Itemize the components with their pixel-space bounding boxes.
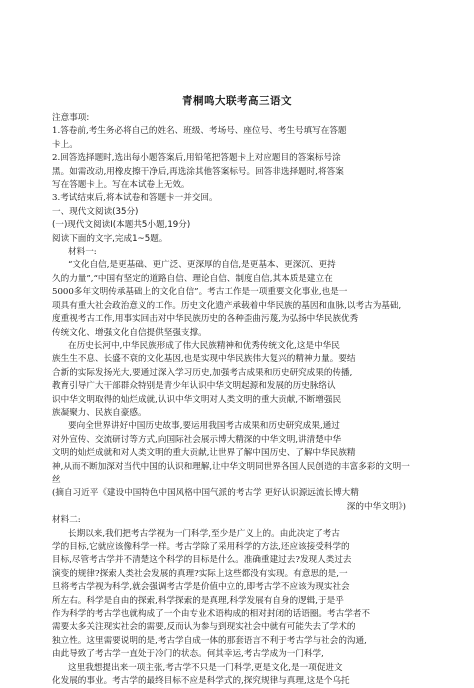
text-line: 要向全世界讲好中国历史故事,要运用我国考古成果和历史研究成果,通过 — [68, 421, 340, 432]
text-line: 独立性。这里需要说明的是,考古学自成一体的那套语言不利于考古学与社会的沟通, — [52, 635, 367, 646]
notice-line: 黑。如需改动,用橡皮擦干净后,再选涂其他答案标号。回答非选择题时,将答案 — [52, 166, 344, 177]
material1-source: (摘自习近平《建设中国特色中国风格中国气派的考古学 更好认识源远流长博大精 — [52, 488, 359, 499]
text-line: 项具有重大社会政治意义的工作。历史文化遗产承载着中华民族的基因和血脉,以考古为基础, — [52, 300, 402, 311]
notice-list — [52, 125, 426, 205]
text-line: 识中华文明取得的灿烂成就,认识中华文明对人类文明的重大贡献,不断增强民 — [52, 394, 342, 405]
text-line: 学的目标,它就应该像科学一样。考古学除了采用科学的方法,还应该接受科学的 — [52, 542, 350, 552]
text-line: 由此导致了考古学一直处于冷门的状态。何其幸运,考古学成为一门科学, — [52, 649, 324, 660]
text-line: 传统文化、增强文化自信提供坚强支撑。 — [52, 327, 207, 338]
material1-label: 材料一: — [68, 247, 97, 258]
text-line: 所左右。科学是自由的探索,科学探索的是真理,科学发展有自身的逻辑,于是乎 — [52, 595, 344, 606]
subsection-heading: (一)现代文阅读Ⅰ(本题共5小题,19分) — [52, 220, 191, 231]
text-line: “文化自信,是更基础、更广泛、更深厚的自信,是更基本、更深沉、更持 — [68, 260, 336, 271]
text-line: 在历史长河中,中华民族形成了伟大民族精神和优秀传统文化,这是中华民 — [68, 340, 340, 351]
text-line: 演变的规律?探索人类社会发展的真理?实际上这些都没有实现。有意思的是,一 — [52, 568, 348, 579]
text-line: 教育引导广大干部群众特别是青少年认识中华文明起源和发展的历史脉络认 — [52, 381, 336, 392]
document-body — [52, 112, 426, 688]
material2-label: 材料二: — [52, 515, 81, 526]
notice-line: 写在答题卡上。写在本试卷上无效。 — [52, 180, 190, 191]
text-line: 神,从而不断加深对当代中国的认识和理解,让中华文明同世界各国人民创造的丰富多彩的文明一 — [52, 461, 410, 472]
text-line: 族凝聚力、民族自豪感。 — [52, 407, 147, 418]
text-line: 这里我想提出来一项主张,考古学不只是一门科学,更是文化,是一项促进文 — [68, 662, 343, 673]
section-heading: 一、现代文阅读(35分) — [52, 206, 139, 217]
notice-line: 2.回答选择题时,选出每小题答案后,用铅笔把答题卡上对应题目的答案标号涂 — [52, 153, 341, 164]
page-title: 青桐鸣大联考高三语文 — [182, 95, 292, 107]
text-line: 度重视考古工作,用事实回击对中华民族历史的各种歪曲污蔑,为弘扬中华民族优秀 — [52, 314, 359, 325]
text-line: 长期以来,我们把考古学视为一门科学,至少是广义上的。由此决定了考古 — [68, 528, 340, 539]
text-line: 丝 — [52, 474, 61, 485]
reading-instruction: 阅读下面的文字,完成1~5题。 — [52, 233, 168, 244]
text-line: 对外宣传、交流研讨等方式,向国际社会展示博大精深的中华文明,讲清楚中华 — [52, 434, 342, 445]
text-line: 文明的灿烂成就和对人类文明的重大贡献,让世界了解中国历史、了解中华民族精 — [52, 448, 356, 459]
material1-text — [52, 259, 426, 487]
text-line: 目标,尽管考古学并不清楚这个科学的目标是什么。准确重建过去?发现人类过去 — [52, 555, 352, 566]
text-line: 5000多年文明传承基础上的文化自信”。考古工作是一项重要文化事业,也是一 — [52, 287, 348, 298]
material1-source-cont: 深的中华文明》) — [346, 501, 406, 512]
text-line: 旦将考古学视为科学,就会强调考古学是价值中立的,即考古学不应该为现实社会 — [52, 582, 350, 593]
text-line: 久的力量”,“中国有坚定的道路自信、理论自信、制度自信,其本质是建立在 — [52, 273, 333, 284]
material2-text — [52, 528, 426, 688]
text-line: 作为科学的考古学也就构成了一个由专业术语构成的相对封闭的话语圈。考古学者不 — [52, 609, 370, 620]
text-line: 化发展的事业。考古学的最终目标不应是科学式的,探究规律与真理,这是个乌托 — [52, 676, 350, 687]
text-line: 需要太多关注现实社会的需要,反而认为参与到现实社会中就有可能失去了学术的 — [52, 622, 356, 633]
text-line: 族生生不息、长盛不衰的文化基因,也是实现中华民族伟大复兴的精神力量。要结 — [52, 354, 356, 365]
notice-line: 卡上。 — [52, 139, 78, 150]
notice-heading: 注意事项: — [52, 113, 90, 123]
text-line: 合新的实际发扬光大,要通过深入学习历史,加强考古成果和历史研究成果的传播, — [52, 367, 353, 378]
notice-line: 1.答卷前,考生务必将自己的姓名、班级、考场号、座位号、考生号填写在答题 — [52, 126, 347, 137]
notice-line: 3.考试结束后,将本试卷和答题卡一并交回。 — [52, 193, 218, 204]
